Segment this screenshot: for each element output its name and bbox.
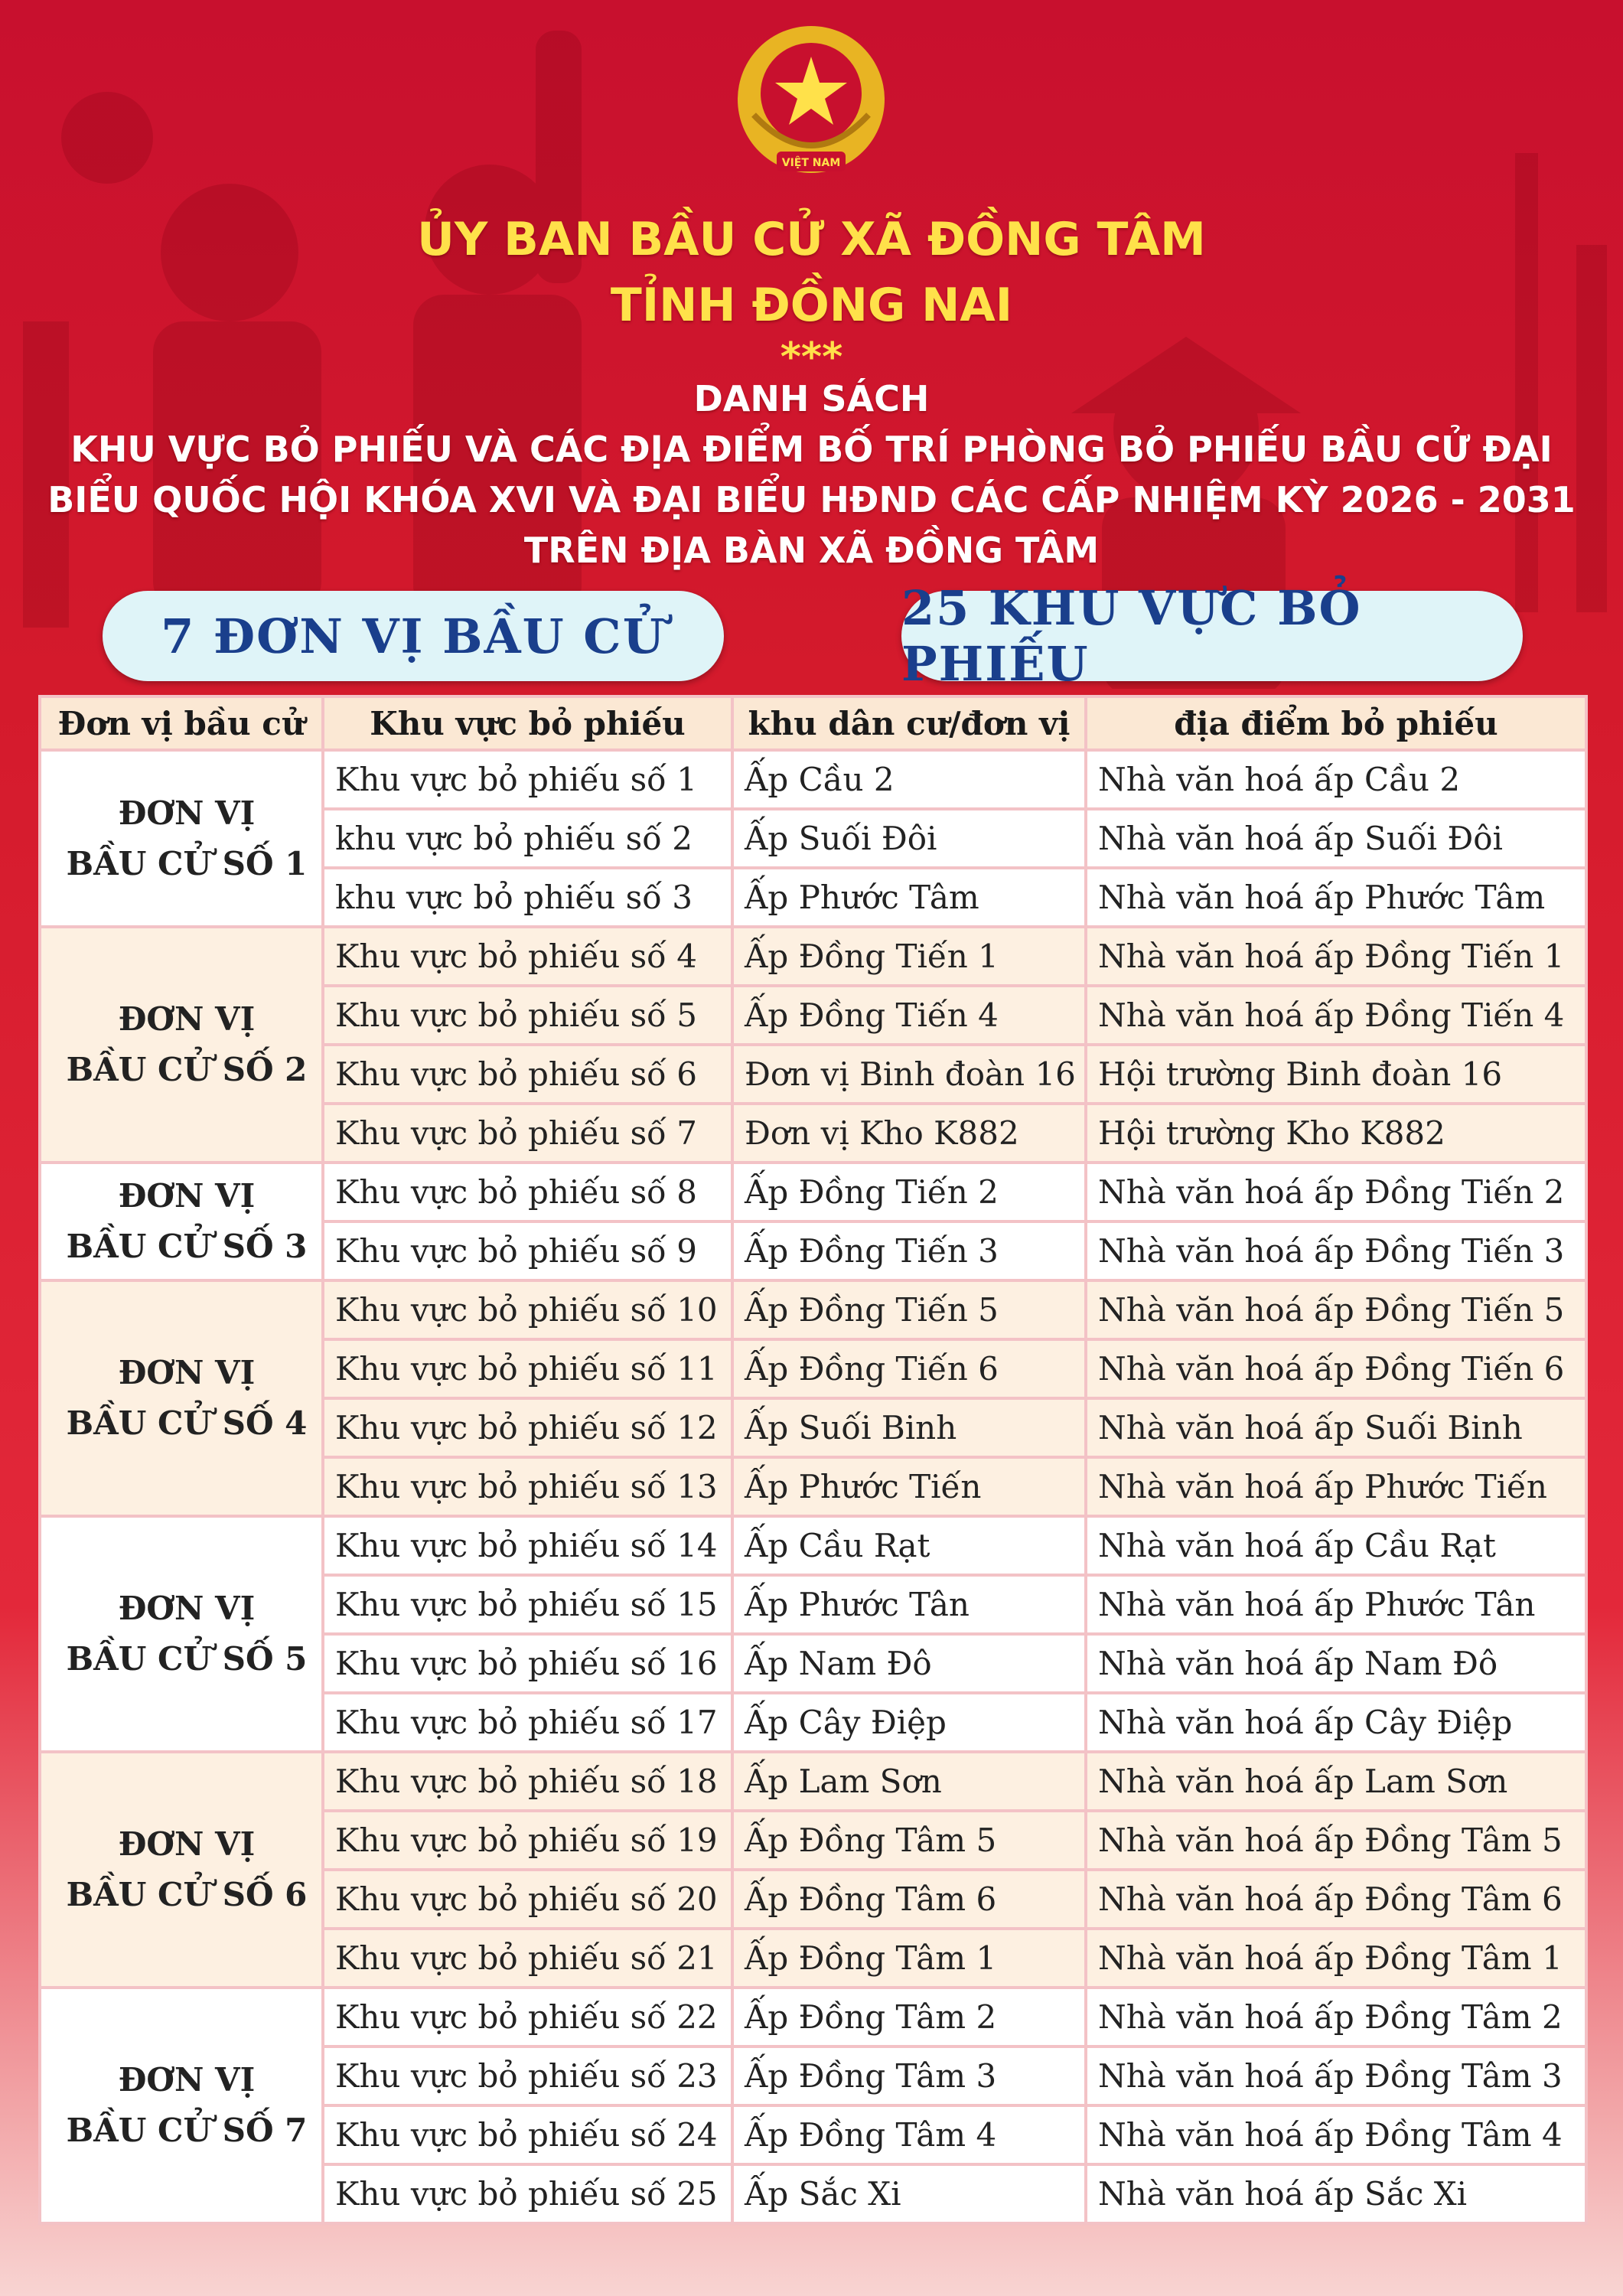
residential-cell: Ấp Sắc Xi [732, 2164, 1086, 2223]
polling-area-cell: Khu vực bỏ phiếu số 23 [323, 2047, 732, 2105]
location-cell: Nhà văn hoá ấp Đồng Tiến 2 [1086, 1163, 1586, 1221]
residential-cell: Ấp Đồng Tiến 6 [732, 1339, 1086, 1398]
polling-area-cell: Khu vực bỏ phiếu số 18 [323, 1752, 732, 1811]
residential-cell: Đơn vị Kho K882 [732, 1104, 1086, 1163]
location-cell: Nhà văn hoá ấp Suối Đôi [1086, 809, 1586, 868]
table-body [40, 750, 1586, 2223]
description-line-2: BIỂU QUỐC HỘI KHÓA XVI VÀ ĐẠI BIỂU HĐND CÁC CẤP NHIỆM KỲ 2026 - 2031 [47, 479, 1576, 520]
unit-cell [40, 1516, 323, 1752]
residential-cell: Ấp Đồng Tâm 1 [732, 1929, 1086, 1988]
residential-cell: Ấp Phước Tân [732, 1575, 1086, 1634]
unit-label-line1: ĐƠN VỊ [118, 1177, 256, 1215]
location-cell: Nhà văn hoá ấp Đồng Tâm 5 [1086, 1811, 1586, 1870]
committee-title: ỦY BAN BẦU CỬ XÃ ĐỒNG TÂM [417, 213, 1206, 266]
description-line-3: TRÊN ĐỊA BÀN XÃ ĐỒNG TÂM [523, 530, 1100, 571]
unit-label-line2: BẦU CỬ SỐ 1 [66, 844, 308, 882]
header [0, 207, 1623, 576]
location-cell: Nhà văn hoá ấp Cầu 2 [1086, 750, 1586, 809]
residential-cell: Ấp Đồng Tâm 5 [732, 1811, 1086, 1870]
polling-area-cell: Khu vực bỏ phiếu số 8 [323, 1163, 732, 1221]
divider-stars: *** [780, 334, 843, 380]
residential-cell: Đơn vị Binh đoàn 16 [732, 1045, 1086, 1104]
polling-area-cell: Khu vực bỏ phiếu số 1 [323, 750, 732, 809]
residential-cell: Ấp Đồng Tiến 4 [732, 986, 1086, 1045]
polling-area-cell: Khu vực bỏ phiếu số 25 [323, 2164, 732, 2223]
polling-area-cell: Khu vực bỏ phiếu số 11 [323, 1339, 732, 1398]
location-cell: Nhà văn hoá ấp Đồng Tiến 5 [1086, 1280, 1586, 1339]
header-area: Khu vực bỏ phiếu [323, 696, 732, 750]
location-cell: Nhà văn hoá ấp Nam Đô [1086, 1634, 1586, 1693]
location-cell: Nhà văn hoá ấp Suối Binh [1086, 1398, 1586, 1457]
location-cell: Nhà văn hoá ấp Cây Điệp [1086, 1693, 1586, 1752]
svg-text:VIỆT NAM: VIỆT NAM [781, 157, 841, 169]
unit-label-line2: BẦU CỬ SỐ 2 [66, 1051, 308, 1088]
table-row [40, 1752, 1586, 1811]
location-cell: Nhà văn hoá ấp Cầu Rạt [1086, 1516, 1586, 1575]
unit-label-line1: ĐƠN VỊ [118, 794, 256, 832]
polling-table [38, 695, 1588, 2225]
unit-label-line2: BẦU CỬ SỐ 3 [66, 1228, 308, 1265]
residential-cell: Ấp Lam Sơn [732, 1752, 1086, 1811]
unit-cell [40, 750, 323, 927]
polling-area-cell: Khu vực bỏ phiếu số 16 [323, 1634, 732, 1693]
location-cell: Nhà văn hoá ấp Lam Sơn [1086, 1752, 1586, 1811]
location-cell: Nhà văn hoá ấp Đồng Tâm 6 [1086, 1870, 1586, 1929]
residential-cell: Ấp Đồng Tiến 5 [732, 1280, 1086, 1339]
table-row [40, 927, 1586, 986]
polling-area-cell: Khu vực bỏ phiếu số 15 [323, 1575, 732, 1634]
areas-count-badge: 25 KHU VỰC BỎ PHIẾU [901, 591, 1523, 681]
table-row [40, 1988, 1586, 2047]
polling-area-cell: Khu vực bỏ phiếu số 7 [323, 1104, 732, 1163]
location-cell: Hội trường Kho K882 [1086, 1104, 1586, 1163]
unit-label-line1: ĐƠN VỊ [118, 1590, 256, 1627]
location-cell: Nhà văn hoá ấp Đồng Tâm 2 [1086, 1988, 1586, 2047]
province-title: TỈNH ĐỒNG NAI [610, 279, 1013, 332]
location-cell: Nhà văn hoá ấp Đồng Tâm 4 [1086, 2105, 1586, 2164]
location-cell: Nhà văn hoá ấp Đồng Tiến 3 [1086, 1221, 1586, 1280]
unit-label-line2: BẦU CỬ SỐ 4 [66, 1404, 308, 1442]
unit-cell [40, 927, 323, 1163]
residential-cell: Ấp Cầu 2 [732, 750, 1086, 809]
table-header-row [40, 696, 1586, 750]
polling-area-cell: Khu vực bỏ phiếu số 21 [323, 1929, 732, 1988]
residential-cell: Ấp Suối Đôi [732, 809, 1086, 868]
table-row [40, 750, 1586, 809]
table-row [40, 1280, 1586, 1339]
header-unit: Đơn vị bầu cử [40, 696, 323, 750]
location-cell: Nhà văn hoá ấp Đồng Tâm 3 [1086, 2047, 1586, 2105]
polling-area-cell: Khu vực bỏ phiếu số 12 [323, 1398, 732, 1457]
location-cell: Nhà văn hoá ấp Đồng Tâm 1 [1086, 1929, 1586, 1988]
list-title: DANH SÁCH [693, 378, 930, 419]
header-location: địa điểm bỏ phiếu [1086, 696, 1586, 750]
unit-cell [40, 1988, 323, 2223]
header-residential: khu dân cư/đơn vị [732, 696, 1086, 750]
residential-cell: Ấp Phước Tiến [732, 1457, 1086, 1516]
polling-area-cell: Khu vực bỏ phiếu số 24 [323, 2105, 732, 2164]
polling-area-cell: Khu vực bỏ phiếu số 6 [323, 1045, 732, 1104]
table-row [40, 1163, 1586, 1221]
polling-area-cell: Khu vực bỏ phiếu số 4 [323, 927, 732, 986]
polling-area-cell: Khu vực bỏ phiếu số 9 [323, 1221, 732, 1280]
unit-cell [40, 1163, 323, 1280]
units-count-badge: 7 ĐƠN VỊ BẦU CỬ [103, 591, 724, 681]
polling-area-cell: Khu vực bỏ phiếu số 20 [323, 1870, 732, 1929]
table-row [40, 1516, 1586, 1575]
national-emblem-icon [731, 23, 891, 184]
polling-area-cell: Khu vực bỏ phiếu số 10 [323, 1280, 732, 1339]
residential-cell: Ấp Đồng Tâm 2 [732, 1988, 1086, 2047]
location-cell: Nhà văn hoá ấp Đồng Tiến 4 [1086, 986, 1586, 1045]
residential-cell: Ấp Đồng Tiến 2 [732, 1163, 1086, 1221]
polling-area-cell: Khu vực bỏ phiếu số 14 [323, 1516, 732, 1575]
unit-cell [40, 1280, 323, 1516]
location-cell: Nhà văn hoá ấp Đồng Tiến 1 [1086, 927, 1586, 986]
description-line-1: KHU VỰC BỎ PHIẾU VÀ CÁC ĐỊA ĐIỂM BỐ TRÍ PHÒNG BỎ PHIẾU BẦU CỬ ĐẠI [70, 429, 1553, 470]
residential-cell: Ấp Đồng Tâm 4 [732, 2105, 1086, 2164]
polling-area-cell: khu vực bỏ phiếu số 3 [323, 868, 732, 927]
unit-label-line2: BẦU CỬ SỐ 6 [66, 1876, 308, 1913]
polling-area-cell: Khu vực bỏ phiếu số 19 [323, 1811, 732, 1870]
residential-cell: Ấp Đồng Tâm 3 [732, 2047, 1086, 2105]
location-cell: Hội trường Binh đoàn 16 [1086, 1045, 1586, 1104]
location-cell: Nhà văn hoá ấp Đồng Tiến 6 [1086, 1339, 1586, 1398]
residential-cell: Ấp Nam Đô [732, 1634, 1086, 1693]
residential-cell: Ấp Suối Binh [732, 1398, 1086, 1457]
polling-area-cell: Khu vực bỏ phiếu số 5 [323, 986, 732, 1045]
unit-label-line1: ĐƠN VỊ [118, 2061, 256, 2099]
unit-label-line2: BẦU CỬ SỐ 7 [66, 2112, 308, 2149]
location-cell: Nhà văn hoá ấp Phước Tân [1086, 1575, 1586, 1634]
location-cell: Nhà văn hoá ấp Sắc Xi [1086, 2164, 1586, 2223]
residential-cell: Ấp Cây Điệp [732, 1693, 1086, 1752]
unit-cell [40, 1752, 323, 1988]
residential-cell: Ấp Đồng Tiến 1 [732, 927, 1086, 986]
unit-label-line2: BẦU CỬ SỐ 5 [66, 1640, 308, 1678]
residential-cell: Ấp Đồng Tiến 3 [732, 1221, 1086, 1280]
unit-label-line1: ĐƠN VỊ [118, 1825, 256, 1863]
residential-cell: Ấp Phước Tâm [732, 868, 1086, 927]
location-cell: Nhà văn hoá ấp Phước Tiến [1086, 1457, 1586, 1516]
residential-cell: Ấp Cầu Rạt [732, 1516, 1086, 1575]
polling-area-cell: Khu vực bỏ phiếu số 17 [323, 1693, 732, 1752]
unit-label-line1: ĐƠN VỊ [118, 1354, 256, 1391]
polling-area-cell: Khu vực bỏ phiếu số 22 [323, 1988, 732, 2047]
polling-area-cell: Khu vực bỏ phiếu số 13 [323, 1457, 732, 1516]
residential-cell: Ấp Đồng Tâm 6 [732, 1870, 1086, 1929]
location-cell: Nhà văn hoá ấp Phước Tâm [1086, 868, 1586, 927]
unit-label-line1: ĐƠN VỊ [118, 1000, 256, 1038]
polling-area-cell: khu vực bỏ phiếu số 2 [323, 809, 732, 868]
